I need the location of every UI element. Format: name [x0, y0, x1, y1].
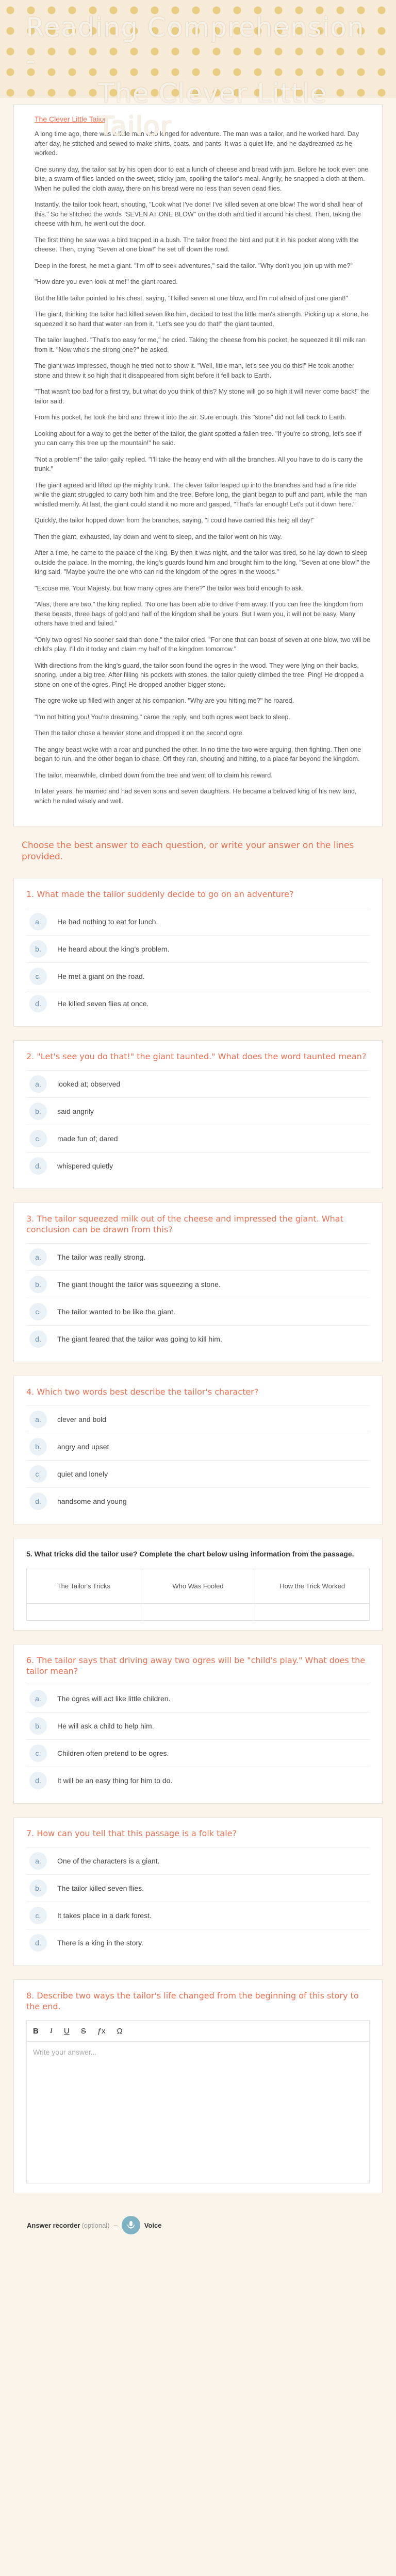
- option-text: The tailor was really strong.: [57, 1253, 146, 1261]
- header-banner: [0, 0, 396, 142]
- option-text: said angrily: [57, 1107, 94, 1115]
- story-paragraph: The tailor laughed. "That's too easy for me," he cried. Taking the cheese from his pocket, he squeezed it till milk ran from it. "Now who's the strong one?" he asked.: [35, 336, 366, 353]
- story-title: The Clever Little Tailor: [35, 115, 107, 123]
- option-text: It takes place in a dark forest.: [57, 1911, 152, 1920]
- answer-textarea[interactable]: Write your answer...: [33, 2048, 97, 2056]
- option-letter: c.: [29, 1907, 47, 1924]
- option-letter: d.: [29, 1157, 47, 1175]
- formula-button[interactable]: ƒx: [97, 2026, 106, 2036]
- answer-recorder: [13, 2207, 383, 2234]
- option-text: He had nothing to eat for lunch.: [57, 918, 158, 926]
- question-panel: [13, 1376, 383, 1524]
- story-paragraph: The giant agreed and lifted up the mighty trunk. The clever tailor leaped up into the branches and had a fine ride while the giant struggled to carry both him and the tree. Before long, the giant began to puff and pant, while the man whistled merrily. At last, the giant could stand it no more and gasped, "That's far enough! Let's put it down here.": [35, 481, 367, 508]
- chart-header-how: How the Trick Worked: [255, 1568, 370, 1604]
- question-text: 7. How can you tell that this passage is a folk tale?: [26, 1828, 237, 1838]
- bold-button[interactable]: B: [33, 2026, 39, 2036]
- story-panel: [13, 104, 383, 826]
- option-letter: b.: [29, 1438, 47, 1455]
- option-letter: c.: [29, 1465, 47, 1483]
- option-text: Children often pretend to be ogres.: [57, 1749, 169, 1757]
- recorder-label: Answer recorder: [27, 2221, 80, 2229]
- answer-option[interactable]: [26, 1270, 370, 1298]
- answer-option[interactable]: [26, 1902, 370, 1929]
- option-text: The tailor killed seven flies.: [57, 1884, 144, 1892]
- special-character-button[interactable]: Ω: [117, 2026, 123, 2036]
- answer-option[interactable]: [26, 1929, 370, 1956]
- page-title: [26, 11, 381, 143]
- story-paragraph: After a time, he came to the palace of the king. By then it was night, and the tailor was tired, so he lay down to sleep outside the palace. In the morning, the king's guards found him and brought him to the king. "Seven at one blow!" the king said. "Maybe you're the one who can rid the kingdom of the ogres in the woods.": [35, 549, 370, 575]
- question-panel: [13, 1040, 383, 1189]
- option-text: He killed seven flies at once.: [57, 999, 149, 1008]
- page-content: [0, 98, 396, 2234]
- option-text: The giant thought the tailor was squeezing a stone.: [57, 1280, 221, 1289]
- editor-toolbar: [27, 2021, 369, 2042]
- story-paragraph: "That wasn't too bad for a first try, but what do you think of this? My stone will go so high it will never come back!" the tailor said.: [35, 388, 370, 405]
- title-line-2: The Clever Little Tailor: [98, 78, 327, 142]
- option-letter: c.: [29, 1303, 47, 1320]
- option-text: There is a king in the story.: [57, 1939, 144, 1947]
- option-letter: c.: [29, 1130, 47, 1147]
- option-letter: a.: [29, 1690, 47, 1707]
- chart-cell[interactable]: [27, 1604, 141, 1621]
- story-paragraph: "Excuse me, Your Majesty, but how many ogres are there?" the tailor was bold enough to ask.: [35, 584, 304, 592]
- italic-button[interactable]: I: [50, 2026, 53, 2035]
- option-letter: d.: [29, 995, 47, 1012]
- tricks-chart: [26, 1568, 370, 1621]
- question-8: [13, 1979, 383, 2193]
- question-text: 8. Describe two ways the tailor's life changed from the beginning of this story to the end.: [26, 1991, 359, 2011]
- story-paragraph: Deep in the forest, he met a giant. "I'm off to seek adventures," said the tailor. "Why don't you join up with me?": [35, 262, 353, 269]
- microphone-icon[interactable]: [122, 2216, 140, 2234]
- chart-header-fooled: Who Was Fooled: [141, 1568, 255, 1604]
- story-paragraph: "How dare you even look at me!" the giant roared.: [35, 278, 178, 285]
- option-letter: a.: [29, 1411, 47, 1428]
- answer-option[interactable]: [26, 990, 370, 1017]
- story-paragraph: "Only two ogres! No sooner said than done," the tailor cried. "For one that can boast of seven at one blow, two will be child's play. I'll do it today and claim my half of the kingdom tomorrow.": [35, 636, 371, 653]
- answer-option[interactable]: [26, 1685, 370, 1712]
- question-text: 6. The tailor says that driving away two ogres will be "child's play." What does the tailor mean?: [26, 1655, 366, 1676]
- answer-option[interactable]: [26, 1460, 370, 1487]
- story-paragraph: "I'm not hitting you! You're dreaming," came the reply, and both ogres went back to sleep.: [35, 713, 290, 721]
- option-letter: b.: [29, 940, 47, 958]
- answer-option[interactable]: [26, 1405, 370, 1433]
- option-text: whispered quietly: [57, 1162, 113, 1170]
- option-letter: c.: [29, 1744, 47, 1762]
- title-line-1: Reading Comprehension -: [26, 12, 365, 76]
- option-letter: b.: [29, 1879, 47, 1897]
- story-paragraph: From his pocket, he took the bird and threw it into the air. Sure enough, this "stone" did not fall back to Earth.: [35, 414, 346, 421]
- story-paragraph: The first thing he saw was a bird trapped in a bush. The tailor freed the bird and put it in his pocket along with the cheese. Then, crying "Seven at one blow!" he set off down the road.: [35, 236, 359, 253]
- answer-option[interactable]: [26, 1847, 370, 1874]
- option-letter: a.: [29, 1248, 47, 1266]
- story-paragraph: "Alas, there are two," the king replied. "No one has been able to drive them away. If you can free the kingdom from these beasts, three bags of gold and half of the kingdom shall be yours. But I warn you, it will not be easy. Many others have tried and failed.": [35, 601, 363, 627]
- chart-cell[interactable]: [255, 1604, 370, 1621]
- story-paragraph: But the little tailor pointed to his chest, saying, "I killed seven at one blow, and I'm not afraid of just one giant!": [35, 294, 348, 302]
- answer-option[interactable]: [26, 1874, 370, 1902]
- question-panel: [13, 1202, 383, 1362]
- answer-option[interactable]: [26, 1739, 370, 1767]
- story-body: [35, 129, 371, 806]
- recorder-dash: –: [113, 2221, 118, 2229]
- answer-option[interactable]: [26, 1487, 370, 1515]
- questions-block-1: [13, 878, 383, 1524]
- option-text: quiet and lonely: [57, 1470, 108, 1478]
- question-panel: [13, 1817, 383, 1966]
- story-paragraph: "Not a problem!" the tailor gaily replied. "I'll take the heavy end with all the branches. All you have to do is carry the trunk.": [35, 455, 363, 472]
- option-text: He met a giant on the road.: [57, 972, 145, 980]
- answer-option[interactable]: [26, 1097, 370, 1125]
- option-text: handsome and young: [57, 1497, 127, 1505]
- option-letter: d.: [29, 1934, 47, 1952]
- story-paragraph: With directions from the king's guard, the tailor soon found the ogres in the wood. They were lying on their backs, snoring, under a big tree. After filling his pockets with stones, the tailor quietly climbed the tree. Ping! He dropped a stone on one of the ogres. Ping! He dropped another bigger stone.: [35, 662, 364, 688]
- option-text: The giant feared that the tailor was going to kill him.: [57, 1335, 222, 1343]
- option-letter: b.: [29, 1103, 47, 1120]
- story-paragraph: The giant, thinking the tailor had killed seven like him, decided to test the little man's strength. Picking up a stone, he squeezed it so hard that water ran from it. "Let's see you do that!" the giant taunted.: [35, 311, 369, 328]
- story-paragraph: A long time ago, there was a little man who longed for adventure. The man was a tailor, and he worked hard. Day after day, he stitched and sewed to make shirts, coats, and pants. It was a quiet life, and he daydreamed as he worked.: [35, 130, 359, 157]
- story-paragraph: Then the giant, exhausted, lay down and went to sleep, and the tailor went on his way.: [35, 533, 283, 540]
- answer-option[interactable]: [26, 1433, 370, 1460]
- answer-option[interactable]: [26, 1712, 370, 1739]
- story-paragraph: The angry beast woke with a roar and punched the other. In no time the two were arguing, then fighting. Then one began to run, and the other began to chase. Off they ran, shouting and hitting, to a place far beyond the kingdom.: [35, 745, 361, 762]
- question-text: 5. What tricks did the tailor use? Complete the chart below using information from the passage.: [26, 1550, 354, 1558]
- story-paragraph: Quickly, the tailor hopped down from the branches, saying, "I could have carried this heig all day!": [35, 517, 315, 524]
- story-paragraph: One sunny day, the tailor sat by his open door to eat a lunch of cheese and bread with jam. Before he took even one bite, a swarm of flies landed on the sweet, sticky jam, spoiling the tailor's meal. Angrily, he snapped a cloth at them. When he pulled the cloth away, there on his bread were no less than seven dead flies.: [35, 165, 369, 192]
- strikethrough-button[interactable]: S: [80, 2026, 86, 2036]
- answer-option[interactable]: [26, 908, 370, 935]
- option-text: looked at; observed: [57, 1080, 121, 1088]
- question-panel: [13, 1644, 383, 1804]
- option-text: clever and bold: [57, 1415, 106, 1423]
- answer-option[interactable]: [26, 935, 370, 962]
- option-letter: a.: [29, 913, 47, 930]
- answer-option[interactable]: [26, 1298, 370, 1325]
- option-text: One of the characters is a giant.: [57, 1857, 160, 1865]
- questions-block-2: [13, 1644, 383, 1966]
- answer-editor: [26, 2020, 370, 2183]
- option-text: made fun of; dared: [57, 1134, 118, 1143]
- story-paragraph: The giant was impressed, though he tried not to show it. "Well, little man, let's see you do this!" He took another stone and threw it so high that it disappeared from sight before it fell back to Earth.: [35, 362, 355, 379]
- option-letter: b.: [29, 1276, 47, 1293]
- option-letter: d.: [29, 1330, 47, 1348]
- story-paragraph: Looking about for a way to get the better of the tailor, the giant spotted a fallen tree. "If you're so strong, let's see if you can carry this tree up the mountain!" he said.: [35, 430, 361, 447]
- option-letter: b.: [29, 1717, 47, 1735]
- option-text: The ogres will act like little children.: [57, 1694, 171, 1703]
- question-5: [13, 1538, 383, 1631]
- recorder-optional: (optional): [81, 2221, 110, 2229]
- option-text: He heard about the king's problem.: [57, 945, 170, 953]
- question-panel: [13, 878, 383, 1027]
- story-paragraph: Then the tailor chose a heavier stone and dropped it on the second ogre.: [35, 730, 244, 737]
- story-paragraph: Instantly, the tailor took heart, shouting, "Look what I've done! I've killed seven at one blow! The world shall hear of this." So he stitched the words "SEVEN AT ONE BLOW" on the cloth and tied it around his chest. Then, taking the cheese with him, he went out the door.: [35, 201, 363, 227]
- answer-option[interactable]: [26, 1152, 370, 1179]
- option-text: He will ask a child to help him.: [57, 1722, 154, 1730]
- option-letter: d.: [29, 1772, 47, 1789]
- question-text: 1. What made the tailor suddenly decide to go on an adventure?: [26, 889, 294, 899]
- chart-header-tricks: The Tailor's Tricks: [27, 1568, 141, 1604]
- option-letter: a.: [29, 1075, 47, 1093]
- story-paragraph: In later years, he married and had seven sons and seven daughters. He became a beloved king of his new land, which he ruled wisely and well.: [35, 788, 357, 805]
- question-text: 2. "Let's see you do that!" the giant taunted." What does the word taunted mean?: [26, 1052, 367, 1061]
- answer-option[interactable]: [26, 1325, 370, 1352]
- option-text: It will be an easy thing for him to do.: [57, 1776, 173, 1785]
- question-text: 4. Which two words best describe the tailor's character?: [26, 1387, 259, 1397]
- answer-option[interactable]: [26, 1767, 370, 1794]
- option-letter: c.: [29, 968, 47, 985]
- option-text: angry and upset: [57, 1443, 109, 1451]
- story-paragraph: The ogre woke up filled with anger at his companion. "Why are you hitting me?" he roared.: [35, 697, 294, 704]
- answer-option[interactable]: [26, 962, 370, 990]
- option-letter: d.: [29, 1493, 47, 1510]
- question-text: 3. The tailor squeezed milk out of the cheese and impressed the giant. What conclusion can be drawn from this?: [26, 1214, 343, 1234]
- option-letter: a.: [29, 1852, 47, 1870]
- instructions: Choose the best answer to each question, or write your answer on the lines provided.: [22, 840, 354, 862]
- underline-button[interactable]: U: [63, 2026, 70, 2036]
- chart-cell[interactable]: [141, 1604, 255, 1621]
- answer-option[interactable]: [26, 1125, 370, 1152]
- answer-option[interactable]: [26, 1070, 370, 1097]
- option-text: The tailor wanted to be like the giant.: [57, 1308, 175, 1316]
- story-paragraph: The tailor, meanwhile, climbed down from the tree and went off to claim his reward.: [35, 771, 273, 779]
- voice-button[interactable]: Voice: [144, 2221, 162, 2229]
- answer-option[interactable]: [26, 1243, 370, 1270]
